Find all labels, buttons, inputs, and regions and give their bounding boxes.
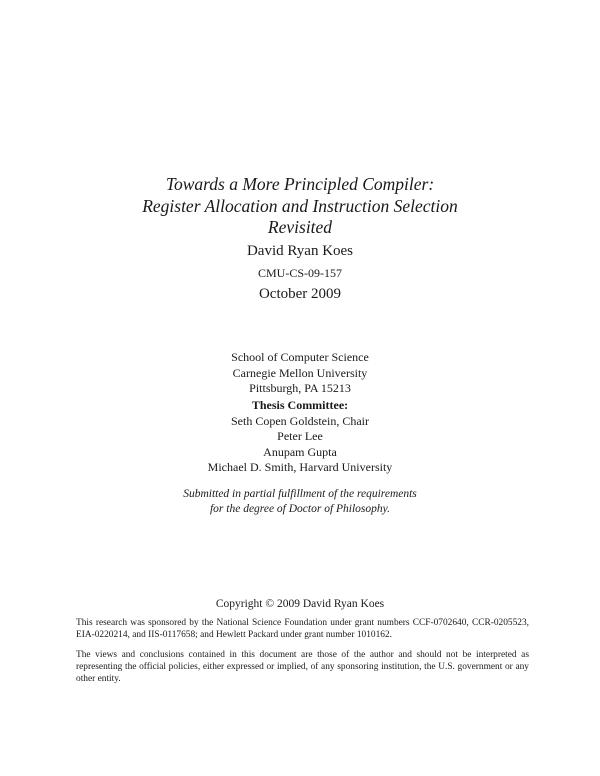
committee-member: Seth Copen Goldstein, Chair bbox=[231, 413, 369, 428]
copyright-notice: Copyright © 2009 David Ryan Koes bbox=[215, 598, 385, 610]
author-name: David Ryan Koes bbox=[246, 243, 354, 259]
affiliation-university: Carnegie Mellon University bbox=[232, 365, 368, 380]
funding-note: This research was sponsored by the National Science Foundation under grant numbers CCF-0702640, CCR-0205523, EIA-0220214, and IIS-0117658; and Hewlett Packard under grant number 1010162. bbox=[76, 618, 529, 640]
committee-members bbox=[0, 414, 600, 476]
committee-heading: Thesis Committee: bbox=[251, 398, 349, 412]
title-line-1: Towards a More Principled Compiler: bbox=[165, 174, 435, 194]
affiliation bbox=[0, 350, 600, 397]
committee-member: Peter Lee bbox=[277, 429, 323, 443]
committee-member: Anupam Gupta bbox=[263, 444, 337, 459]
thesis-title bbox=[0, 174, 600, 239]
affiliation-school: School of Computer Science bbox=[231, 350, 369, 364]
submission-line-2: for the degree of Doctor of Philosophy. bbox=[209, 503, 391, 515]
submission-statement bbox=[0, 487, 600, 517]
disclaimer: The views and conclusions contained in this document are those of the author and should not be interpreted as representing the official policies, either expressed or implied, of any sponsoring institution, the U.S. government or any other entity. bbox=[76, 650, 529, 684]
affiliation-address: Pittsburgh, PA 15213 bbox=[249, 381, 351, 395]
report-number: CMU-CS-09-157 bbox=[257, 266, 342, 280]
title-line-3: Revisited bbox=[267, 217, 333, 237]
committee-member: Michael D. Smith, Harvard University bbox=[207, 460, 393, 474]
submission-line-1: Submitted in partial fulfillment of the requirements bbox=[183, 488, 417, 500]
title-line-2: Register Allocation and Instruction Selection bbox=[142, 195, 458, 216]
publication-date: October 2009 bbox=[258, 286, 342, 302]
